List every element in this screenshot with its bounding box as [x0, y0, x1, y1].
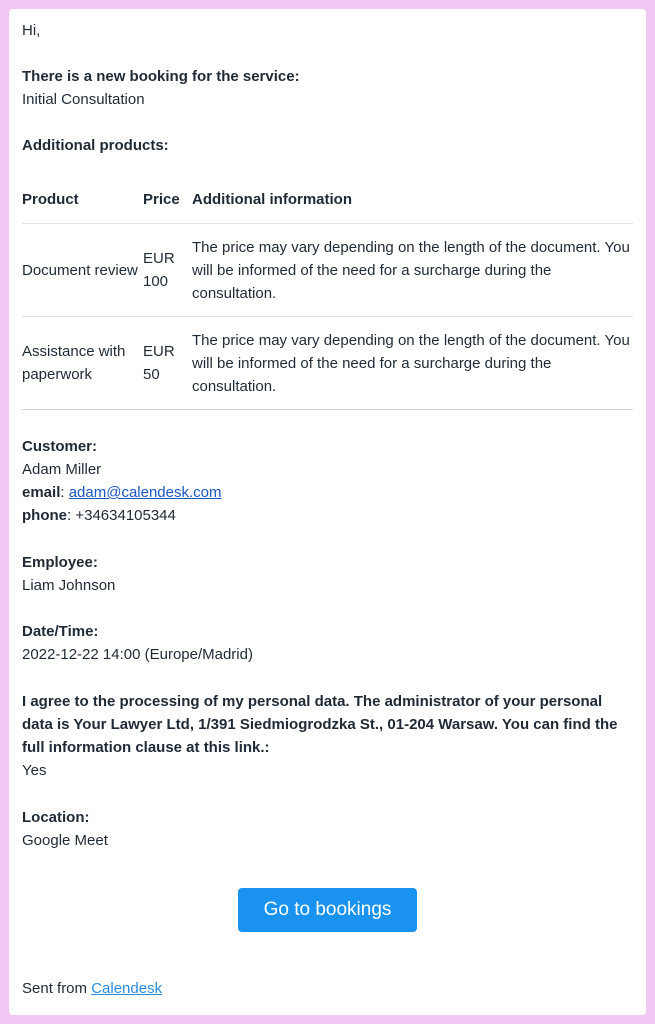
location-heading: Location:: [22, 809, 90, 826]
consent-heading: I agree to the processing of my personal data. The administrator of your personal data is Your Lawyer Ltd, 1/391 Siedmiogrodzka St., 01-204 Warsaw. You can find the full information clause at this link.:: [22, 693, 618, 756]
customer-phone-line: phone: +34634105344: [22, 507, 176, 524]
column-header-info: Additional information: [192, 190, 352, 208]
product-price: EUR 100: [143, 224, 192, 317]
product-name: Assistance with paperwork: [22, 317, 143, 410]
calendesk-link[interactable]: Calendesk: [91, 980, 163, 997]
table-header-row: [22, 175, 633, 224]
datetime-heading: Date/Time:: [22, 623, 99, 640]
column-header-price: Price: [143, 190, 180, 208]
datetime-value: 2022-12-22 14:00 (Europe/Madrid): [22, 646, 253, 663]
phone-label: phone: [22, 507, 67, 524]
footer: [22, 977, 162, 1000]
location-value: Google Meet: [22, 832, 108, 849]
service-name: Initial Consultation: [22, 91, 145, 108]
service-heading: There is a new booking for the service:: [22, 68, 300, 85]
product-info: The price may vary depending on the length of the document. You will be informed of the need for a surcharge during the consultation.: [192, 224, 633, 317]
footer-prefix: Sent from: [22, 980, 88, 997]
product-info: The price may vary depending on the length of the document. You will be informed of the need for a surcharge during the consultation.: [192, 317, 633, 410]
table-row: [22, 224, 633, 317]
employee-heading: Employee:: [22, 554, 98, 571]
greeting: Hi,: [22, 22, 41, 39]
email-card: [9, 9, 646, 1015]
additional-products-heading: Additional products:: [22, 137, 169, 154]
consent-value: Yes: [22, 762, 47, 779]
products-table: [22, 175, 633, 410]
customer-email-line: email: adam@calendesk.com: [22, 484, 222, 501]
column-header-product: Product: [22, 190, 79, 208]
customer-email-link[interactable]: adam@calendesk.com: [68, 484, 222, 501]
customer-heading: Customer:: [22, 438, 98, 455]
employee-name: Liam Johnson: [22, 577, 116, 594]
customer-name: Adam Miller: [22, 461, 102, 478]
table-row: [22, 317, 633, 410]
product-price: EUR 50: [143, 317, 192, 410]
customer-phone: +34634105344: [75, 507, 176, 524]
email-label: email: [22, 484, 61, 501]
product-name: Document review: [22, 224, 143, 317]
go-to-bookings-button[interactable]: Go to bookings: [238, 888, 417, 932]
